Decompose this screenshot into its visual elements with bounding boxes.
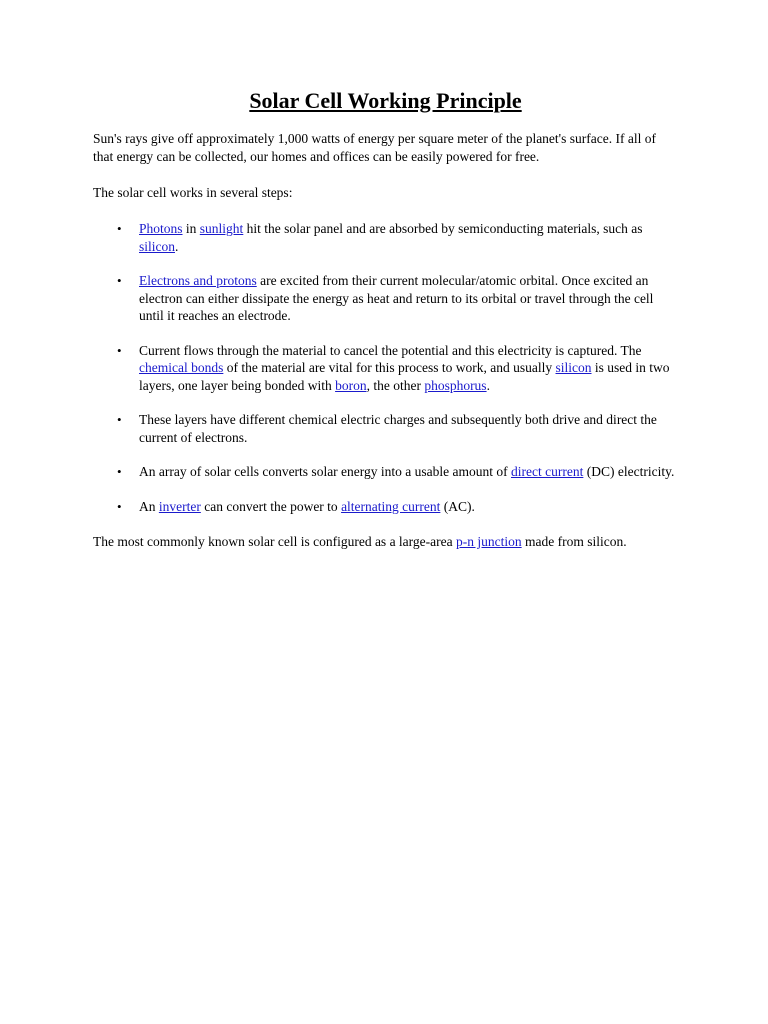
text-run: in <box>182 221 200 236</box>
link-silicon[interactable]: silicon <box>555 360 592 375</box>
link-sunlight[interactable]: sunlight <box>199 221 244 236</box>
text-run: made from silicon. <box>521 534 627 549</box>
step-item <box>93 411 678 446</box>
document-page <box>93 86 678 569</box>
text-run: . <box>486 377 490 393</box>
text-run: (AC). <box>440 498 475 514</box>
text-run: , the other <box>366 377 425 393</box>
text-run: An array of solar cells converts solar energy into a usable amount of <box>139 464 512 479</box>
bullet-icon: • <box>117 342 122 358</box>
text-run: These layers have different chemical electric charges and subsequently both drive and direct the current of electrons. <box>139 412 657 445</box>
text-run: Current flows through the material to cancel the potential and this electricity is captured. The <box>139 342 642 358</box>
link-electrons-and-protons[interactable]: Electrons and protons <box>139 273 257 288</box>
bullet-icon: • <box>117 412 122 427</box>
link-phosphorus[interactable]: phosphorus <box>424 377 487 393</box>
step-item <box>93 220 678 255</box>
text-run: can convert the power to <box>200 498 342 514</box>
bullet-icon: • <box>117 464 122 479</box>
link-p-n-junction[interactable]: p-n junction <box>456 534 522 549</box>
link-alternating-current[interactable]: alternating current <box>341 498 441 514</box>
link-silicon[interactable]: silicon <box>139 238 175 254</box>
text-run: (DC) electricity. <box>583 464 675 479</box>
link-boron[interactable]: boron <box>335 377 367 393</box>
step-item <box>93 272 678 325</box>
bullet-icon: • <box>117 273 122 288</box>
text-run: The most commonly known solar cell is configured as a large-area <box>93 534 457 549</box>
link-photons[interactable]: Photons <box>139 221 183 236</box>
text-run: hit the solar panel and are absorbed by semiconducting materials, such as <box>243 221 643 236</box>
bullet-icon: • <box>117 498 122 514</box>
link-chemical-bonds[interactable]: chemical bonds <box>139 360 224 375</box>
step-item <box>93 342 678 395</box>
link-direct-current[interactable]: direct current <box>511 464 584 479</box>
conclusion-paragraph <box>93 533 678 551</box>
text-run: are excited from their current molecular/atomic orbital. Once excited an electron can either dissipate the energy as heat and return to its orbital or travel through the cell until it reaches an electrode. <box>139 273 654 323</box>
page-title: Solar Cell Working Principle <box>249 88 522 113</box>
text-run: An <box>139 498 159 514</box>
steps-intro: The solar cell works in several steps: <box>93 185 293 200</box>
text-run: . <box>175 238 179 254</box>
bullet-icon: • <box>117 221 122 236</box>
step-item <box>93 498 678 516</box>
intro-paragraph: Sun's rays give off approximately 1,000 watts of energy per square meter of the planet's surface. If all of that energy can be collected, our homes and offices can be easily powered for free. <box>93 131 656 164</box>
text-run: of the material are vital for this process to work, and usually <box>223 360 556 375</box>
text-run: is used in two layers, one layer being bonded with <box>139 360 670 393</box>
link-inverter[interactable]: inverter <box>158 498 201 514</box>
step-item <box>93 463 678 481</box>
steps-list <box>93 220 678 515</box>
